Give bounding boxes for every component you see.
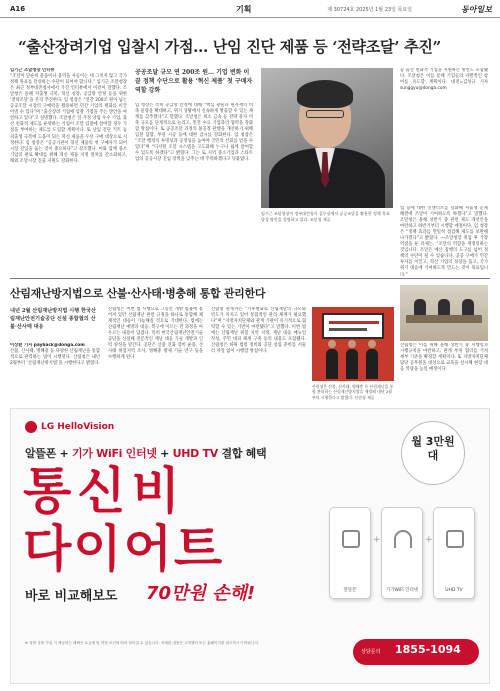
section-divider [10,278,490,279]
page-number: A16 [10,5,26,13]
article1-photo-caption: 임기근 조달청장이 정부대전청사 집무실에서 공공조달을 활용한 정책 목표 달성 방안을 설명하고 있다. 조달청 제공 [261,211,390,222]
article2-col1-text: 산불, 산사태, 병해충 등 다양한 산림재난을 통합적으로 관리하는 법이 시행된다. 산림청은 내년 2월부터 ‘산림재난방지법’을 시행한다고 밝혔다. [10,349,100,367]
card-wifi [381,507,423,599]
article1-column-3: 업 등에 대한 인센티브를 강화해 저출생 문제 해결에 조달이 기여하도록 하겠다”고 말했다. 조달청은 올해 상반기 중 관련 제도 개선안을 마련하고 하반기부터 시행할 예정이다. 임 청장은 “정책 효과를 면밀히 점검해 제도를 보완해 나가겠다”고 밝혔다. ―조달청장 취임 후 가장 역점을 둔 과제는. “조달의 역할을 재정의하는 것입니다. 조달은 예산 집행의 도구를 넘어 정책의 수단이 될 수 있습니다. 공공 구매가 민간 투자를 이끌고, 혁신 기업의 성장을 돕고, 국가 위기 대응에 기여하도록 만드는 것이 목표입니다.” [400,206,488,278]
issue-info: 제 30724호 2025년 1월 23일 목요일 [327,7,412,13]
article2-photo-caption: 산림청은 산불, 산사태, 병해충 등 산림재난을 통합 관리하는 산림재난방지법을 제정해 내년 2월부터 시행한다고 밝혔다. 산림청 제공 [312,384,394,400]
article1-deck: 공공조달 규모 연 200조 원… 기업 변화 이끌 정책 수단으로 활용 ‘혁신 제품’ 첫 구매자 역할 강화 [135,69,253,94]
newspaper-name: 동아일보 [461,5,492,14]
portrait-glasses [306,110,344,118]
promo-part: 결합 혜택 [217,447,267,460]
promo-part: + [156,447,173,460]
briefing-screen [322,313,384,339]
promo-part: UHD TV [172,447,218,460]
briefing-person [366,349,378,379]
article2-column-3: 산림청 관계자는 “기후변화로 산림재난의 규모와 빈도가 커지고 있어 통합적인 관리 체계가 필요했다”며 “지방자치단체와 관계 기관이 유기적으로 협력할 수 있는 기반이 마련됐다”고 말했다. 이번 법에는 산림재난 위험 지역 지정, 재난 대응 매뉴얼 작성, 주민 대피 체계 구축 등의 내용도 포함됐다. 산림청은 하위 법령 정비와 공단 설립 준비를 서둘러 차질 없이 시행할 방침이다. [211,307,306,355]
article1-byline: 임기근 조달청장 인터뷰 [10,68,55,73]
page-header [0,0,500,18]
plus-icon: + [425,535,433,545]
article2-column-2: 산림청은 이번 법 시행으로 그동안 개별 법률에 흩어져 있던 산림재난 관련 규정을 하나로 통합해 체계적인 대응이 가능해질 것으로 기대한다. 법에는 산림재난 예방과 대응, 복구에 이르는 전 과정을 아우르는 내용이 담겼다. 특히 한국산림재난안전기술공단을 신설해 전문적인 재난 대응 기술 개발과 인력 양성을 맡긴다. 공단은 산불 진화 장비 운용, 산사태 위험지역 조사, 병해충 방제 기술 연구 등을 수행하게 된다. [108,307,203,361]
ad-phone-number[interactable]: 1855-1094 [395,643,461,656]
card-label: 기가WiFi 인터넷 [385,588,419,593]
article2-column-4: 산림청은 이를 위해 올해 상반기 중 시행령과 시행규칙을 마련하고, 관계 부처 협의를 거쳐 세부 기준을 확정할 계획이다. 또 지방자치단체 담당 공무원을 대상으로 교육을 실시해 현장 대응 역량을 높일 예정이다. [400,343,488,373]
briefing-person [326,349,338,379]
ad-big-text-2: 다이어트 [23,520,225,578]
ad-fine-print: ※ 결합 상품 가입 시 제공되는 혜택은 요금제 및 약정 조건에 따라 달라질 수 있습니다. 자세한 내용은 고객센터 또는 홈페이지를 참고하시기 바랍니다. [25,641,260,645]
article2-photo-meeting [400,285,488,341]
wifi-icon [394,530,412,548]
article1-portrait-photo [261,68,393,208]
promo-part: 기가 WiFi 인터넷 [71,447,157,460]
promo-part: 알뜰폰 + [25,447,72,460]
article2-deck: 내년 2월 산림재난방지법 시행 한국산림재난안전기술공단 신설 종합협의 산불·산사태 대응 [10,308,97,330]
ad-promo-line [25,445,266,461]
card-label: 알뜰폰 [343,588,357,593]
article1-headline: “출산장려기업 입찰시 가점… 난임 진단 제품 등 ‘전략조달’ 추진” [18,38,441,56]
ad-bubble-text: 월 3만원대 [411,435,455,462]
section-name: 기획 [236,5,252,14]
ad-brand: LG HelloVision [41,422,115,432]
meeting-table [406,315,482,323]
phone-icon [342,530,360,548]
card-phone [329,507,371,599]
plus-icon: + [373,535,381,545]
article2-photo-briefing [312,307,394,381]
card-tv [433,507,475,599]
lg-logo-icon [25,421,37,433]
ad-cta-highlight: 70만원 손해! [146,583,256,604]
article1-column-2: 임 청장은 특히 공급망 안정에 대해 “핵심 광물과 원자재의 비축 물량을 확대하고, 위기 상황에서 신속하게 방출할 수 있는 체계를 갖추겠다”고 말했다. 조달청은 희소 금속 등 전략 물자 비축 규모를 단계적으로 늘리고, 민간 수요 기업과의 협력을 강화할 방침이다. 또 공공조달 과정의 불공정 관행을 개선하기 위해 입찰 담합, 부실 시공 등에 대한 감시를 강화한다. 임 청장은 “조달 행정의 투명성과 공정성을 높여야 국민의 신뢰를 얻을 수 있다”며 “디지털 조달 시스템을 고도화해 누구나 쉽게 참여할 수 있도록 하겠다”고 밝혔다. 그는 또 지역 중소기업과 스타트업의 공공시장 진입 장벽을 낮추는 데 주력하겠다고 덧붙였다. [135,103,253,163]
article1-col1-text: “조달이 단순히 물품이나 용역을 사들이는 데 그치지 않고 국가 정책 목표를 달성하는 수단이 되어야 합니다.” 임기근 조달청장은 최근 정부대전청사에서 가진 인터뷰에서 이같이 말했다. 조달청은 올해 저출생 극복, 혁신 성장, 공급망 안정 등을 위한 ‘전략조달’을 본격 추진한다. 임 청장은 “연간 200조 원이 넘는 공공조달 시장의 구매력을 활용하면 민간 기업의 변화를 이끌어낼 수 있다”며 “출산장려 기업에 입찰 가점을 주는 방안을 마련하고 있다”고 설명했다. 조달청은 일·가정 양립 우수 기업, 출산 친화적 제도를 운영하는 기업이 조달 입찰에 참여할 경우 가점을 부여하는 제도를 도입할 계획이다. 또 난임 진단 키트 등 저출생 극복에 도움이 되는 혁신 제품을 우선 구매 대상으로 지정한다. 임 청장은 “공공기관이 혁신 제품의 첫 구매자가 되어 시장 진입을 돕는 것이 중요하다”고 강조했다. 이와 함께 중소기업의 판로 확대를 위해 혁신 제품 지정 절차를 간소화하고, 해외 조달시장 진출 지원도 강화한다. [10,74,127,164]
article2-headline: 산림재난방지법으로 산불·산사태·병충해 통합 관리한다 [10,287,266,300]
advertisement[interactable] [10,408,490,684]
ad-product-cards [329,497,479,617]
tv-icon [446,530,464,548]
ad-cta: 바로 비교해보도 [25,589,118,604]
article2-byline: 이상환 기자 payback@donga.com [10,343,85,348]
article1-column-4: 등 출산 친화적 기업을 지원하는 방안도 포함됐다. 조달청은 이를 통해 기업들의 자발적인 참여를 유도할 계획이다. 대전=김성규 기자 sunggyu@donga.com [400,68,488,92]
briefing-person [346,349,358,379]
ad-phone-label: 상담문의 [361,649,381,655]
article2-column-1 [10,343,100,403]
portrait-hair [297,80,353,108]
ad-big-text-1: 통신비 [23,462,186,520]
card-label: UHD TV [445,588,463,593]
